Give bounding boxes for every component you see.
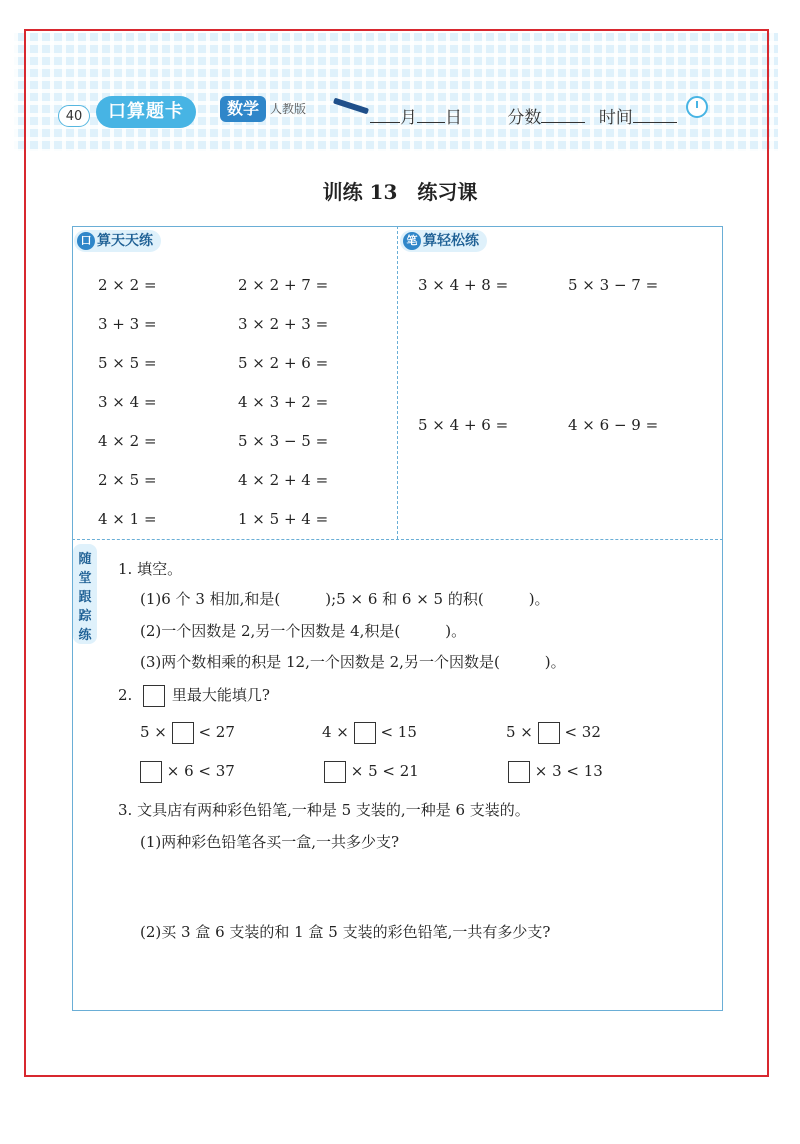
oral-eq-1-1: 2 × 2 = <box>98 276 157 294</box>
header-fields <box>370 103 677 128</box>
oral-practice-badge: 口 算天天练 <box>74 230 161 252</box>
time-label: 时间 <box>598 108 633 128</box>
day-blank[interactable] <box>417 108 445 123</box>
answer-box[interactable] <box>324 761 346 783</box>
class-follow-tag: 随 堂 跟 踪 练 <box>73 544 97 644</box>
oral-eq-1-6: 2 × 5 = <box>98 471 157 489</box>
answer-box[interactable] <box>172 722 194 744</box>
q2-prompt: 里最大能填几? <box>171 686 270 704</box>
score-blank[interactable] <box>541 108 585 123</box>
oral-eq-1-5: 4 × 2 = <box>98 432 157 450</box>
score-label: 分数 <box>507 108 542 128</box>
q3-sub-1: (1)两种彩色铅笔各买一盒,一共多少支? <box>140 833 400 851</box>
written-eq-3: 5 × 4 + 6 = <box>418 416 509 434</box>
month-blank[interactable] <box>370 108 400 123</box>
page-title: 训练 13 练习课 <box>322 180 478 204</box>
answer-box[interactable] <box>140 761 162 783</box>
q1-item-1: (1)6 个 3 相加,和是( );5 × 6 和 6 × 5 的积( )。 <box>140 590 550 608</box>
q2-r2-c2: × 5 < 21 <box>324 761 419 783</box>
q3-sub-2: (2)买 3 盒 6 支装的和 1 盒 5 支装的彩色铅笔,一共有多少支? <box>140 923 551 941</box>
brand-logo: 口算题卡 <box>96 96 196 128</box>
oral-eq-2-2: 3 × 2 + 3 = <box>238 315 329 333</box>
oral-eq-2-4: 4 × 3 + 2 = <box>238 393 329 411</box>
oral-eq-2-5: 5 × 3 − 5 = <box>238 432 329 450</box>
oral-eq-2-3: 5 × 2 + 6 = <box>238 354 329 372</box>
written-eq-1: 3 × 4 + 8 = <box>418 276 509 294</box>
time-blank[interactable] <box>633 108 677 123</box>
answer-box[interactable] <box>538 722 560 744</box>
oral-eq-1-7: 4 × 1 = <box>98 510 157 528</box>
column-divider <box>397 226 398 539</box>
written-eq-2: 5 × 3 − 7 = <box>568 276 659 294</box>
oral-eq-1-2: 3 + 3 = <box>98 315 157 333</box>
oral-eq-1-3: 5 × 5 = <box>98 354 157 372</box>
q2-r2-c3: × 3 < 13 <box>508 761 603 783</box>
q1-item-2: (2)一个因数是 2,另一个因数是 4,积是( )。 <box>140 622 467 640</box>
written-eq-4: 4 × 6 − 9 = <box>568 416 659 434</box>
q2-label: 2. <box>118 686 133 704</box>
clock-icon <box>686 96 708 118</box>
answer-box[interactable] <box>354 722 376 744</box>
oral-eq-2-1: 2 × 2 + 7 = <box>238 276 329 294</box>
q2-r1-c1: 5 × < 27 <box>140 722 235 744</box>
day-label: 日 <box>445 108 462 128</box>
answer-box[interactable] <box>508 761 530 783</box>
q2-r1-c2: 4 × < 15 <box>322 722 417 744</box>
subject-badge: 数学 <box>220 96 266 122</box>
written-practice-badge: 笔 算轻松练 <box>400 230 487 252</box>
q2-r1-c3: 5 × < 32 <box>506 722 601 744</box>
oral-eq-2-6: 4 × 2 + 4 = <box>238 471 329 489</box>
oral-eq-1-4: 3 × 4 = <box>98 393 157 411</box>
q1-label: 1. 填空。 <box>118 560 183 578</box>
q2-r2-c1: × 6 < 37 <box>140 761 235 783</box>
q1-item-3: (3)两个数相乘的积是 12,一个因数是 2,另一个因数是( )。 <box>140 653 566 671</box>
answer-box <box>143 685 165 707</box>
page-number: 40 <box>58 105 90 127</box>
edition-label: 人教版 <box>270 102 307 116</box>
oral-eq-2-7: 1 × 5 + 4 = <box>238 510 329 528</box>
q2-prompt-row <box>118 684 270 707</box>
month-label: 月 <box>400 108 417 128</box>
q3-label: 3. 文具店有两种彩色铅笔,一种是 5 支装的,一种是 6 支装的。 <box>118 801 530 819</box>
section-divider <box>72 539 723 540</box>
